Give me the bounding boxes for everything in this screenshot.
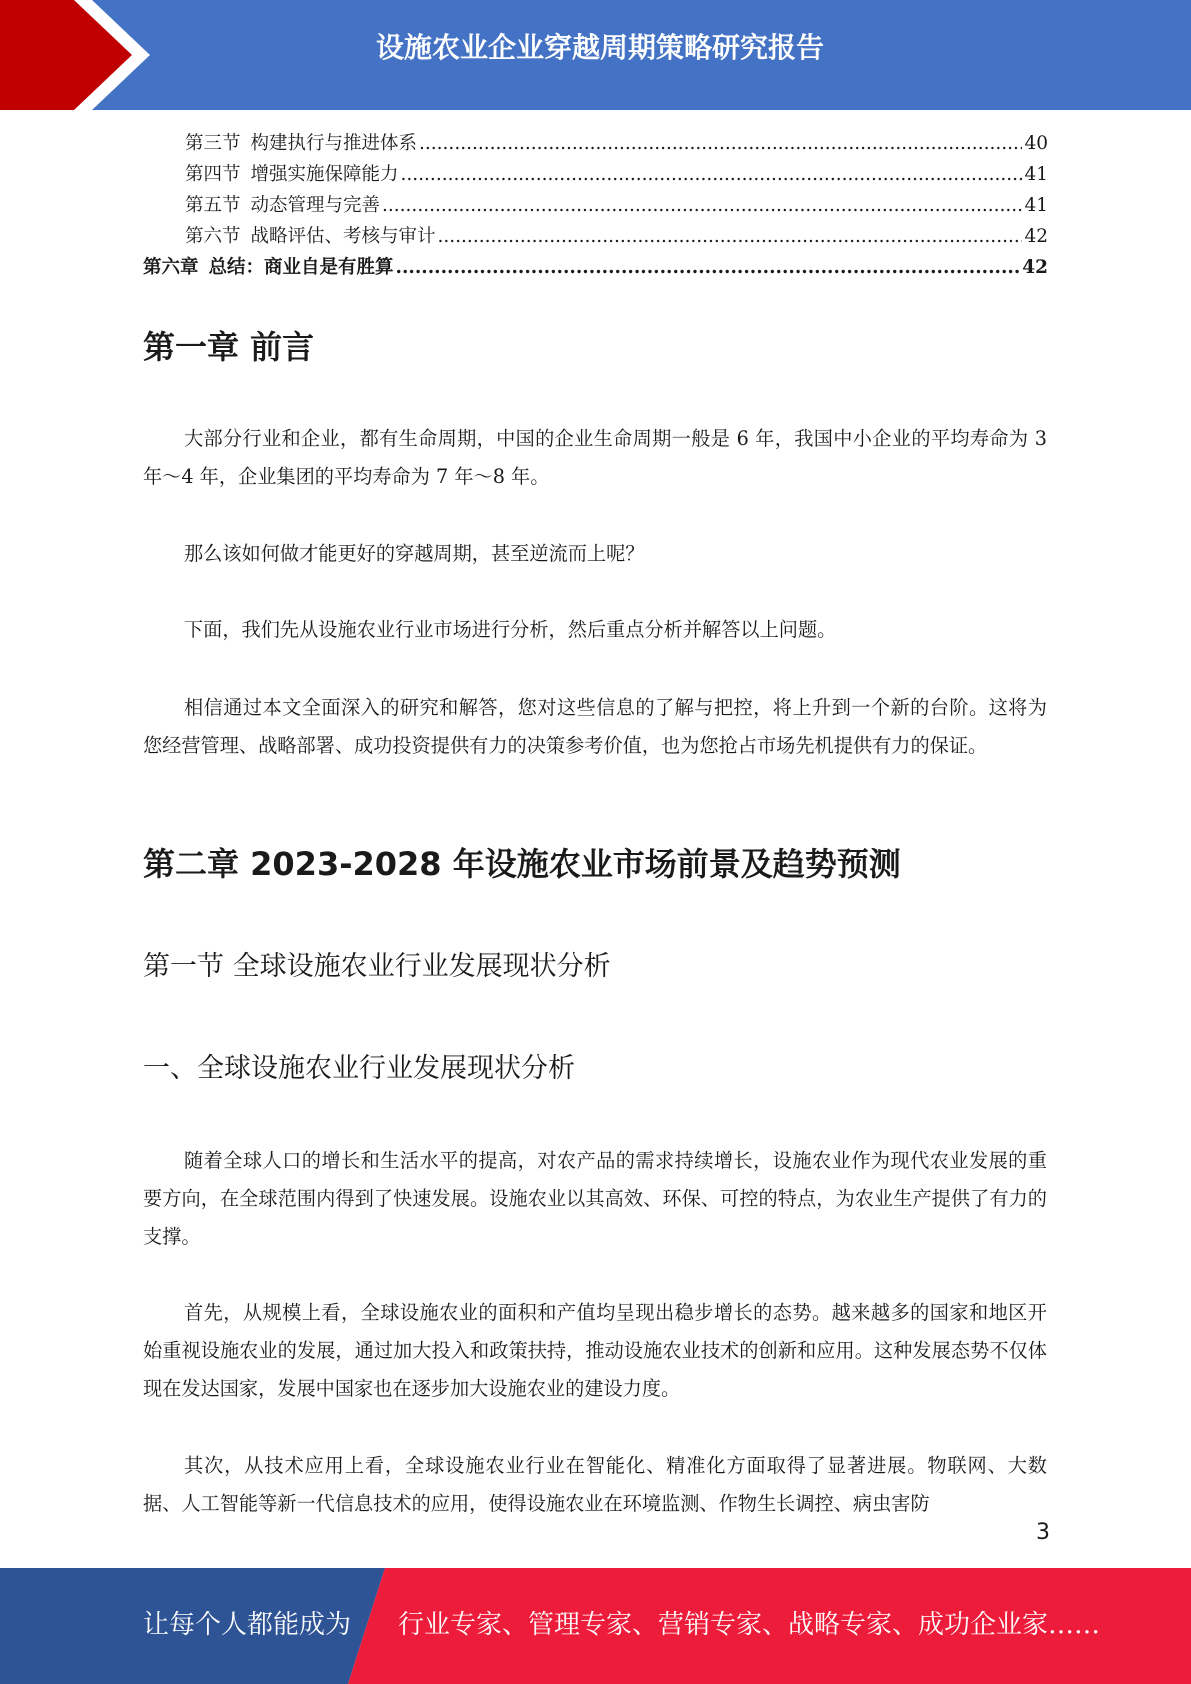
header-chevron-decoration <box>0 0 160 110</box>
page-header <box>0 0 1191 110</box>
footer-slogan-right: 行业专家、管理专家、营销专家、战略专家、成功企业家…… <box>398 1610 1101 1640</box>
toc-leader-dots <box>382 190 1022 221</box>
toc-chapter-entry[interactable] <box>143 252 1048 283</box>
toc-leader-dots <box>396 252 1021 283</box>
toc-entry-title: 战略评估、考核与审计 <box>250 226 436 247</box>
toc-entry[interactable] <box>143 159 1048 190</box>
toc-entry-number: 第三节 <box>185 133 241 154</box>
chapter-2-paragraph: 其次，从技术应用上看，全球设施农业行业在智能化、精准化方面取得了显著进展。物联网、大数据、人工智能等新一代信息技术的应用，使得设施农业在环境监测、作物生长调控、病虫害防 <box>143 1454 1047 1515</box>
toc-entry[interactable] <box>143 221 1048 252</box>
toc-leader-dots <box>419 128 1022 159</box>
toc-entry-title: 总结：商业自是有胜算 <box>208 257 394 278</box>
chapter-2-paragraph: 首先，从规模上看，全球设施农业的面积和产值均呈现出稳步增长的态势。越来越多的国家和地区开始重视设施农业的发展，通过加大投入和政策扶持，推动设施农业技术的创新和应用。这种发展态势不仅体现在发达国家，发展中国家也在逐步加大设施农业的建设力度。 <box>143 1301 1047 1400</box>
table-of-contents <box>143 128 1048 283</box>
toc-entry-number: 第四节 <box>185 164 241 185</box>
toc-entry-number: 第六章 <box>143 257 199 278</box>
toc-entry[interactable] <box>143 128 1048 159</box>
section-heading: 第一节 全球设施农业行业发展现状分析 <box>143 951 611 982</box>
toc-leader-dots <box>401 159 1023 190</box>
toc-entry-page: 40 <box>1024 133 1048 154</box>
toc-entry-page: 41 <box>1024 164 1048 185</box>
toc-entry-title: 动态管理与完善 <box>250 195 381 216</box>
toc-entry-page: 41 <box>1024 195 1048 216</box>
chapter-1-paragraph: 那么该如何做才能更好的穿越周期，甚至逆流而上呢？ <box>184 542 645 565</box>
toc-entry-title: 增强实施保障能力 <box>250 164 399 185</box>
toc-entry-page: 42 <box>1024 226 1048 247</box>
chapter-1-paragraph: 下面，我们先从设施农业行业市场进行分析，然后重点分析并解答以上问题。 <box>184 618 837 641</box>
footer-slogan-left: 让每个人都能成为 <box>143 1610 352 1640</box>
toc-entry-page: 42 <box>1022 257 1048 278</box>
chapter-1-heading: 第一章 前言 <box>143 328 315 366</box>
report-title: 设施农业企业穿越周期策略研究报告 <box>375 31 824 64</box>
page-footer <box>0 1568 1191 1684</box>
toc-entry-title: 构建执行与推进体系 <box>250 133 418 154</box>
chapter-2-heading: 第二章 2023-2028 年设施农业市场前景及趋势预测 <box>143 845 901 883</box>
chapter-2-paragraph: 随着全球人口的增长和生活水平的提高，对农产品的需求持续增长，设施农业作为现代农业发展的重要方向，在全球范围内得到了快速发展。设施农业以其高效、环保、可控的特点，为农业生产提供了有力的支撑。 <box>143 1149 1047 1248</box>
chapter-1-paragraph: 大部分行业和企业，都有生命周期，中国的企业生命周期一般是 6 年，我国中小企业的平均寿命为 3 年～4 年，企业集团的平均寿命为 7 年～8 年。 <box>143 427 1047 488</box>
toc-entry-number: 第六节 <box>185 226 241 247</box>
toc-entry-number: 第五节 <box>185 195 241 216</box>
subsection-heading: 一、全球设施农业行业发展现状分析 <box>143 1053 575 1084</box>
toc-entry[interactable] <box>143 190 1048 221</box>
chapter-1-paragraph: 相信通过本文全面深入的研究和解答，您对这些信息的了解与把控，将上升到一个新的台阶。这将为您经营管理、战略部署、成功投资提供有力的决策参考价值，也为您抢占市场先机提供有力的保证。 <box>143 696 1047 757</box>
toc-leader-dots <box>438 221 1023 252</box>
page-number: 3 <box>1036 1520 1050 1545</box>
